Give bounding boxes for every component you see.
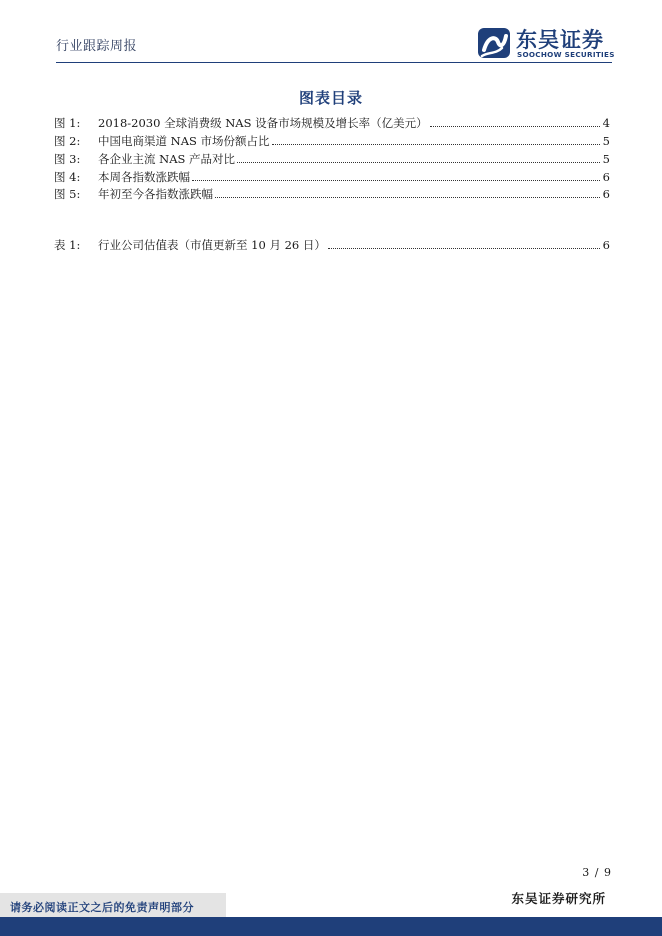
toc-entry-title: 中国电商渠道 NAS 市场份额占比: [98, 134, 270, 148]
soochow-logo-icon: [476, 26, 512, 60]
toc-entry-page: 5: [602, 152, 610, 166]
toc-leader-dots: [237, 162, 600, 163]
header-divider: [56, 62, 612, 63]
toc-entry-page: 4: [602, 116, 610, 130]
toc-entry-number: 图 3:: [54, 152, 81, 166]
toc-entry-figure-1[interactable]: [54, 115, 610, 131]
toc-leader-dots: [430, 126, 600, 127]
toc-leader-dots: [192, 180, 600, 181]
toc-entry-number: 表 1:: [54, 238, 81, 252]
toc-entry-number: 图 1:: [54, 116, 81, 130]
toc-leader-dots: [272, 144, 600, 145]
toc-entry-page: 6: [602, 238, 610, 252]
toc-entry-title: 行业公司估值表（市值更新至 10 月 26 日）: [98, 238, 326, 252]
toc-entry-page: 5: [602, 134, 610, 148]
toc-entry-title: 年初至今各指数涨跌幅: [98, 187, 213, 201]
toc-entry-number: 图 5:: [54, 187, 81, 201]
toc-leader-dots: [328, 248, 600, 249]
institute-name: 东吴证券研究所: [511, 891, 606, 906]
toc-entry-figure-5[interactable]: [54, 186, 610, 202]
toc-leader-dots: [215, 197, 600, 198]
disclaimer-text: 请务必阅读正文之后的免责声明部分: [10, 901, 194, 914]
toc-entry-page: 6: [602, 170, 610, 184]
toc-entry-figure-2[interactable]: [54, 133, 610, 149]
toc-entry-page: 6: [602, 187, 610, 201]
toc-entry-table-1[interactable]: [54, 237, 610, 253]
toc-entry-number: 图 2:: [54, 134, 81, 148]
toc-entry-figure-3[interactable]: [54, 151, 610, 167]
toc-entry-figure-4[interactable]: [54, 169, 610, 185]
page-number: 3 / 9: [582, 866, 612, 879]
toc-entry-number: 图 4:: [54, 170, 81, 184]
toc-entry-title: 本周各指数涨跌幅: [98, 170, 190, 184]
toc-entry-title: 各企业主流 NAS 产品对比: [98, 152, 236, 166]
footer-bar: [0, 917, 662, 936]
logo-english-name: SOOCHOW SECURITIES: [517, 50, 615, 59]
toc-entry-title: 2018-2030 全球消费级 NAS 设备市场规模及增长率（亿美元）: [98, 116, 428, 130]
toc-title: 图表目录: [298, 89, 363, 107]
header-report-type: 行业跟踪周报: [56, 39, 138, 54]
company-logo: [476, 24, 616, 60]
logo-chinese-name: 东吴证券: [516, 28, 604, 52]
